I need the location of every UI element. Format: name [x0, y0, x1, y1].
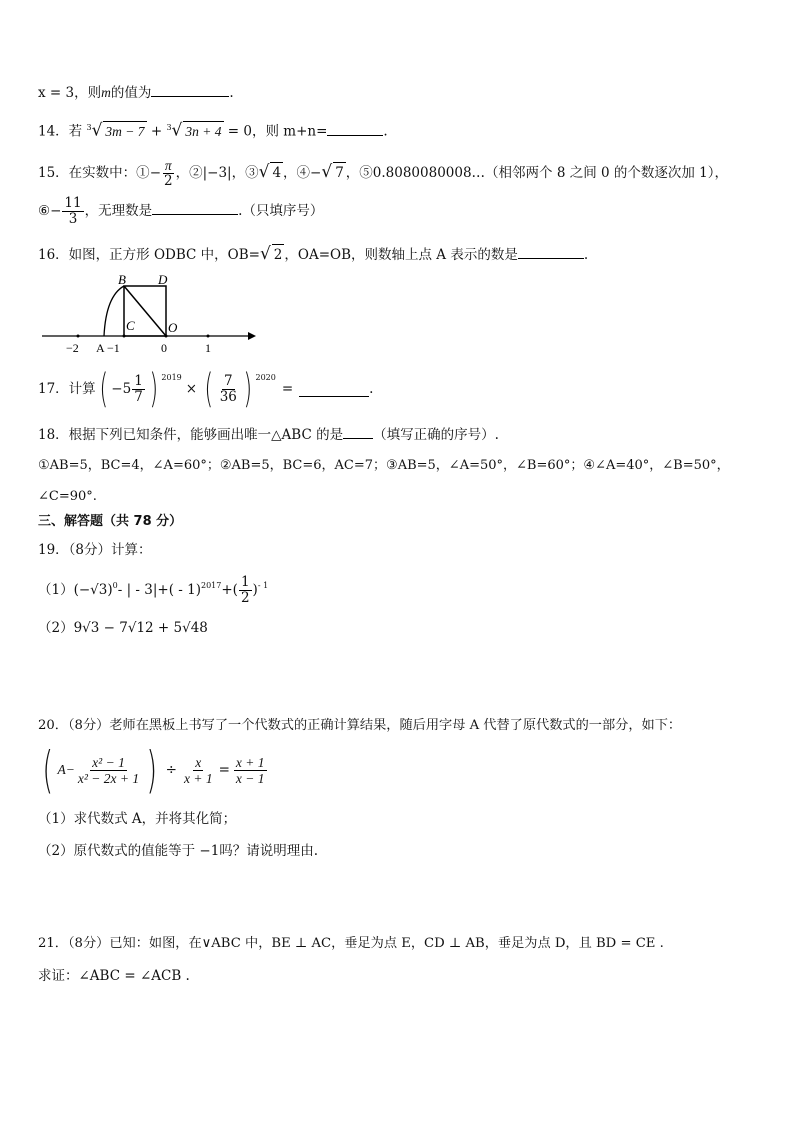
q17-frac-1-7: $\frac{1}{7}$ — [134, 372, 143, 405]
q17-frac-7-36: $\frac{7}{36}$ — [219, 372, 237, 405]
label-b: B — [118, 274, 126, 287]
q16-text: 16．如图，正方形 ODBC 中，OB= — [38, 247, 260, 263]
q13-prefix: x = 3，则 — [38, 85, 102, 101]
label-d: D — [158, 274, 168, 287]
q14-answer-blank[interactable] — [327, 121, 383, 136]
question-20-equation: ( A− $\frac{\text{x² − 1}}{\text{x² − 2x + 1}}$ ) ÷ $\frac{x}{x + 1}$ = $\frac{x + 1}{x - 1}$ — [42, 741, 265, 799]
q20-frac-2: $\frac{x}{x + 1}$ — [183, 754, 213, 786]
question-20-sub2: （2）原代数式的值能等于 −1吗？请说明理由. — [38, 843, 319, 859]
q15-end: .（只填序号） — [238, 203, 324, 219]
q17-num: 17．计算 — [38, 381, 96, 397]
q15-item-4: ，④− — [283, 165, 322, 181]
q13-tail — [38, 82, 234, 103]
question-21-prove: 求证：∠ABC = ∠ACB . — [38, 968, 190, 984]
question-19-part2: （2）9√3 − 7√12 + 5√48 — [38, 620, 208, 636]
q13-suffix: 的值为 — [110, 85, 152, 101]
q16-answer-blank[interactable] — [518, 244, 584, 259]
q18-answer-blank[interactable] — [343, 424, 373, 439]
q15-tail: ，无理数是 — [84, 203, 153, 219]
question-19-part1: （1）(−√3) $^0$ - | - 3|+( - 1) $^{2017}$ +( $\frac{1}{2}$ ) $^{- 1}$ — [38, 573, 269, 606]
question-15: 15．在实数中：①− $\frac{\pi}{2}$ ，②|−3|，③√ 4 ，④−√ 7 ，⑤0.8080080008…（相邻两个 8 之间 0 的个数逐次加 1）， — [38, 158, 729, 189]
q14-radicand-1: 3m − 7 — [103, 121, 146, 142]
q16-end: . — [583, 247, 589, 263]
question-18 — [38, 424, 499, 445]
question-19-title: 19．（8分）计算： — [38, 542, 152, 558]
q17-times: × — [185, 381, 198, 397]
q15-answer-blank[interactable] — [152, 200, 238, 215]
q15-item-5: ，⑤0.8080080008…（相邻两个 8 之间 0 的个数逐次加 1）， — [345, 165, 729, 181]
q13-answer-blank[interactable] — [151, 82, 229, 97]
axis-arrow-icon — [248, 332, 256, 340]
q13-end: . — [229, 85, 234, 101]
tick-a-minus-1: A −1 — [96, 341, 120, 355]
q17-exp2: 2020 — [255, 373, 276, 382]
q17-eq: = — [281, 381, 294, 397]
q15-fraction-11-3: $\frac{11}{3}$ — [64, 195, 82, 227]
question-20-sub1: （1）求代数式 A，并将其化简； — [38, 811, 237, 827]
q18-options: ①AB=5，BC=4，∠A=60°；②AB=5，BC=6，AC=7；③AB=5，∠A=50°，∠B=60°；④∠A=40°，∠B=50°， — [38, 458, 730, 473]
q20-frac-3: $\frac{x + 1}{x - 1}$ — [235, 754, 265, 786]
tick-minus-2: −2 — [66, 341, 79, 355]
q14-eq: = 0，则 m+n= — [227, 123, 328, 140]
q15-fraction-pi: $\frac{\pi}{2}$ — [164, 158, 173, 189]
q16-figure — [40, 274, 260, 356]
label-c: C — [126, 318, 135, 333]
q20-frac-1: $\frac{\text{x² − 1}}{\text{x² − 2x + 1}}$ — [77, 754, 140, 786]
q16-mid: ，OA=OB，则数轴上点 A 表示的数是 — [284, 247, 518, 263]
q14-plus: + — [150, 123, 163, 140]
q18-tail: （填写正确的序号）. — [373, 427, 499, 443]
label-o: O — [168, 320, 178, 335]
q15-item-3: 4 — [270, 162, 283, 183]
question-20-title: 20．（8分）老师在黑板上书写了一个代数式的正确计算结果，随后用字母 A 代替了原代数式的一部分，如下： — [38, 718, 682, 733]
q17-exp1: 2019 — [161, 373, 182, 382]
q17-a1: −5 — [111, 381, 132, 397]
q19-frac-1-2: $\frac{1}{2}$ — [240, 573, 250, 606]
q15-num: 15．在实数中：① — [38, 165, 150, 181]
q14-radicand-2: 3n + 4 — [183, 121, 223, 142]
q16-root: 2 — [272, 244, 285, 265]
question-14: 14．若 $^3$√ 3m − 7 + $^3$√ 3n + 4 = 0，则 m+n= . — [38, 120, 388, 141]
q13-var: m — [101, 85, 111, 100]
question-16: 16．如图，正方形 ODBC 中，OB=√ 2 ，OA=OB，则数轴上点 A 表示的数是 . — [38, 244, 589, 264]
tick-1: 1 — [205, 341, 211, 355]
q17-answer-blank[interactable] — [299, 382, 369, 397]
question-21: 21．（8分）已知：如图，在∨ABC 中，BE ⊥ AC，垂足为点 E，CD ⊥ AB，垂足为点 D，且 BD = CE . — [38, 936, 664, 951]
tick-0: 0 — [161, 341, 167, 355]
q15-item-6: ⑥− — [38, 203, 62, 219]
question-15-line2 — [38, 196, 323, 227]
q14-num: 14．若 — [38, 123, 83, 140]
q18-options-2: ∠C=90°. — [38, 489, 97, 504]
q15-item-4-radicand: 7 — [333, 162, 346, 183]
q18-text: 18．根据下列已知条件，能够画出唯一△ABC 的是 — [38, 427, 344, 443]
q15-item-2: ②|−3|，③ — [189, 165, 259, 181]
arc-ba — [104, 286, 124, 336]
q17-end: . — [369, 381, 374, 397]
question-17: 17．计算 ( −5 $\frac{1}{7}$ ) $^{2019}$ × ( $\frac{7}{36}$ ) $^{2020}$ = . — [38, 366, 374, 412]
q14-end: . — [383, 123, 388, 140]
section-heading: 三、解答题（共 78 分） — [38, 514, 183, 529]
